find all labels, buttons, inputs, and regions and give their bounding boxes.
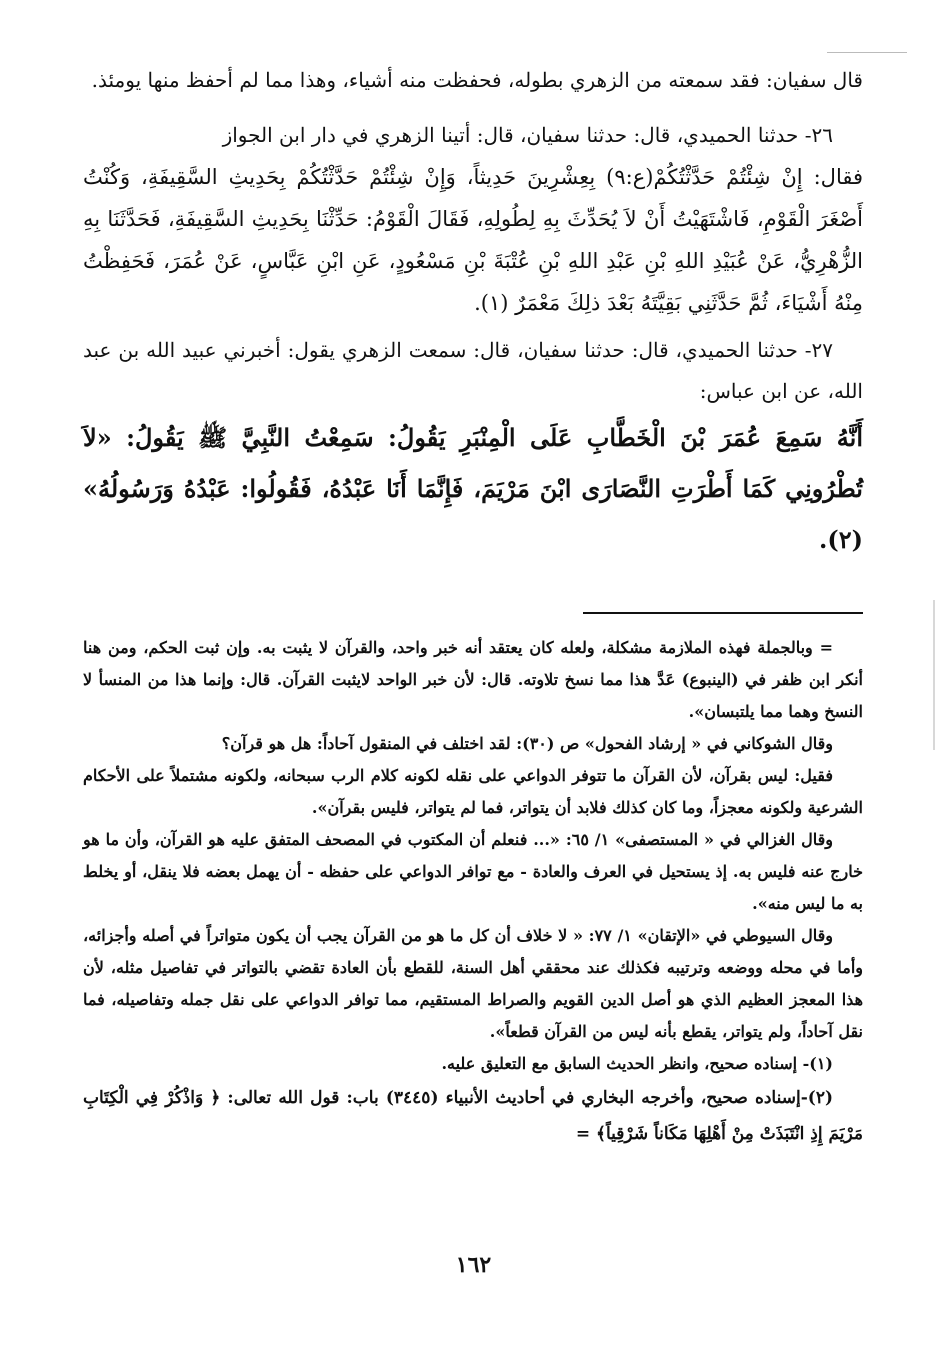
sufyan-line: قال سفيان: فقد سمعته من الزهري بطوله، فحفظت منه أشياء، وهذا مما لم أحفظ منها يومئذ. bbox=[91, 68, 863, 92]
footnote-2: (٢)-إسناده صحيح، وأخرجه البخاري في أحاديث الأنبياء (٣٤٤٥) باب: قول الله تعالى: ﴿ وَاذْكُرْ فِي الْكِتَابِ مَرْيَمَ إِذِ انْتَبَذَتْ مِنْ أَهْلِهَا مَكَاناً شَرْقِياً﴾ = bbox=[83, 1088, 863, 1144]
footnote-shawkani: وقال الشوكاني في « إرشاد الفحول» ص (٣٠): لقد اختلف في المنقول آحاداً: هل هو قرآن؟ bbox=[221, 734, 833, 753]
footnote-suyuti: وقال السيوطي في «الإتقان» ١/ ٧٧: « لا خلاف أن كل ما هو من القرآن يجب أن يكون متواتراً في أصله وأجزائه، وأما في محله ووضعه وترتيبه فكذلك عند محققي أهل السنة، للقطع بأن العادة تقضي بالتواتر في تفاصيل مثله، لأن هذا المعجز العظيم الذي هو أصل الدين القويم والصراط المستقيم، مما توافر الدواعي على نقل جمله وتفاصيله، فما نقل آحاداً، ولم يتواتر، يقطع بأنه ليس من القرآن قطعاً». bbox=[83, 926, 863, 1041]
footnote-continuation: = وبالجملة فهذه الملازمة مشكلة، ولعله كان يعتقد أنه خبر واحد، والقرآن لا يثبت به. وإن ثبت الحكم، ومن هنا أنكر ابن ظفر في (الينبوع) عَدَّ هذا مما نسخ تلاوته. قال: لأن خبر الواحد لايثبت القرآن. قال: وإنما هذا من المنسأ لا النسخ وهما مما يلتبسان». bbox=[83, 638, 864, 721]
footnote-ghazali: وقال الغزالي في « المستصفى» ١/ ٦٥: «... فنعلم أن المكتوب في المصحف المتفق عليه هو القرآن، وأن ما هو خارج عنه فليس به. إذ يستحيل في العرف والعادة - مع توافر الدواعي على حفظه - أن يهمل بعضه فلا ينقل، أو يخلط به ما ليس منه». bbox=[83, 830, 863, 913]
hadith-26-intro: ٢٦- حدثنا الحميدي، قال: حدثنا سفيان، قال: أتينا الزهري في دار ابن الجواز bbox=[222, 123, 833, 147]
page-number: ١٦٢ bbox=[455, 1252, 492, 1278]
main-text bbox=[83, 60, 863, 565]
top-rule bbox=[827, 52, 907, 53]
footnotes bbox=[83, 632, 863, 1152]
hadith-27-intro: ٢٧- حدثنا الحميدي، قال: حدثنا سفيان، قال: سمعت الزهري يقول: أخبرني عبيد الله بن عبد الله، عن ابن عباس: bbox=[83, 338, 863, 403]
hadith-27-quote: أَنَّهُ سَمِعَ عُمَرَ بْنَ الْخَطَّابِ عَلَى الْمِنْبَرِ يَقُولُ: سَمِعْتُ النَّبِيَّ ﷺ يَقُولُ: «لاَ تُطْرُونِي كَمَا أَطْرَتِ النَّصَارَى ابْنَ مَرْيَمَ، فَإِنَّمَا أَنَا عَبْدُهُ، فَقُولُوا: عَبْدُهُ وَرَسُولُهُ» (٢). bbox=[83, 423, 863, 554]
footnote-shawkani-detail: فقيل: ليس بقرآن، لأن القرآن ما تتوفر الدواعي على نقله لكونه كلام الرب سبحانه، ولكونه مشتملاً على الأحكام الشرعية ولكونه معجزاً، وما كان كذلك فلابد أن يتواتر، فما لم يتواتر، فليس بقرآن». bbox=[83, 766, 863, 817]
footnote-separator bbox=[583, 612, 863, 614]
scan-margin-mark bbox=[933, 600, 935, 750]
hadith-26-text: فقال: إِنْ شِئْتُمْ حَدَّثْتُكُمْ(ع:٩) بِعِشْرِينَ حَدِيثاً، وَإِنْ شِئْتُمْ حَدَّثْتُكُمْ بِحَدِيثِ السَّقِيفَةِ، وَكُنْتُ أَصْغَرَ الْقَوْمِ، فَاشْتَهَيْتُ أَنْ لاَ يُحَدِّثَ بِهِ لِطُولِهِ، فَقَالَ الْقَوْمُ: حَدِّثْنَا بِحَدِيثِ السَّقِيفَةِ، فَحَدَّثَنَا بِهِ الزُّهْرِيُّ، عَنْ عُبَيْدِ اللهِ بْنِ عَبْدِ اللهِ بْنِ عُتْبَةَ بْنِ مَسْعُودٍ، عَنِ ابْنِ عَبَّاسٍ، عَنْ عُمَرَ، فَحَفِظْتُ مِنْهُ أَشْيَاءَ، ثُمَّ حَدَّثَنِي بَقِيَّتَهُ بَعْدَ ذلِكَ مَعْمَرٌ (١). bbox=[83, 165, 863, 315]
footnote-1: (١)- إسناده صحيح، وانظر الحديث السابق مع التعليق عليه. bbox=[441, 1054, 833, 1073]
